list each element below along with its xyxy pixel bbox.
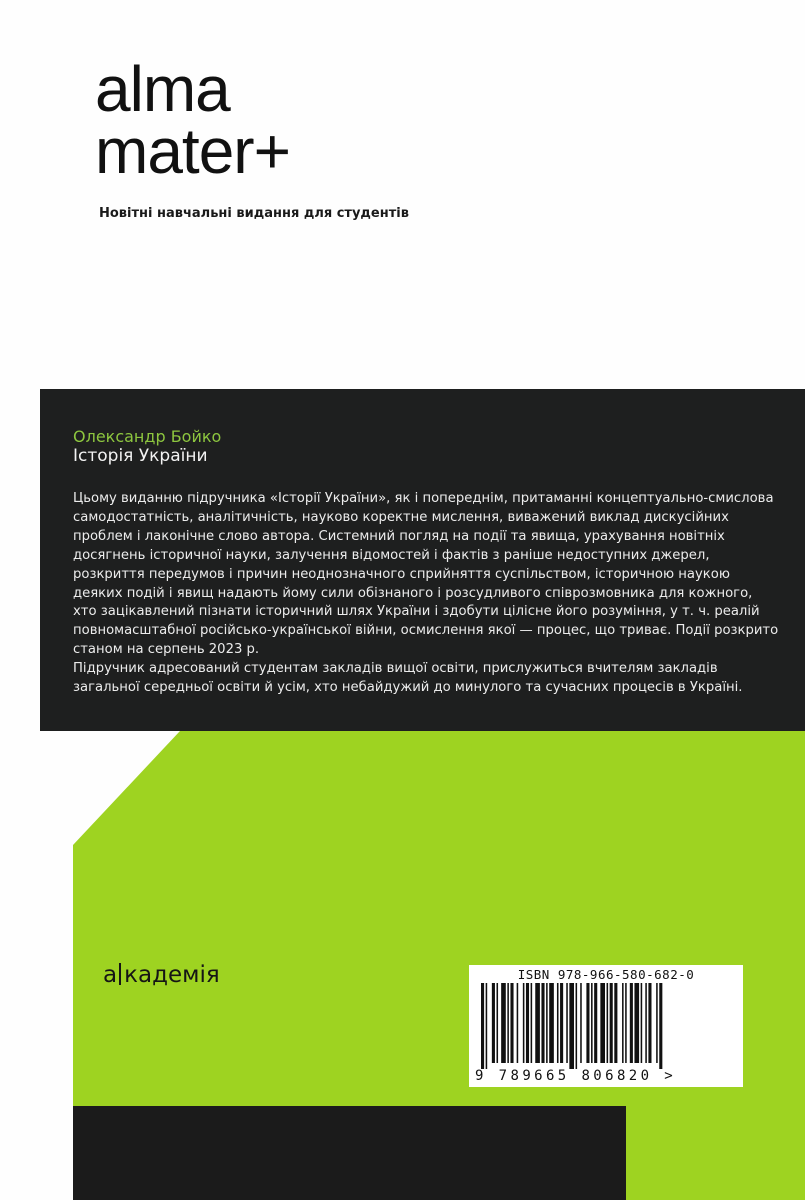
- barcode-bar: [507, 983, 509, 1063]
- barcode-bar: [656, 983, 658, 1063]
- author-name: Олександр Бойко: [73, 427, 222, 446]
- barcode-bar: [586, 983, 589, 1063]
- barcode-bar: [517, 983, 519, 1063]
- book-annotation: [73, 490, 779, 698]
- barcode-bar: [610, 983, 613, 1063]
- barcode-bar: [614, 983, 617, 1063]
- barcode-bar: [591, 983, 593, 1063]
- barcode-bar: [648, 983, 651, 1063]
- barcode-bar: [560, 983, 563, 1063]
- barcode-bar: [580, 983, 582, 1063]
- barcode-bar: [492, 983, 495, 1063]
- series-logo-line1: alma: [95, 53, 230, 125]
- barcode-bar: [541, 983, 544, 1063]
- barcode-bar: [531, 983, 533, 1063]
- publisher-logo-part2: кадемія: [124, 962, 220, 988]
- barcode-bar: [481, 983, 484, 1069]
- isbn-barcode: [469, 965, 743, 1087]
- publisher-logo: [103, 962, 220, 988]
- series-logo-line2: mater+: [95, 115, 290, 187]
- barcode-bar: [630, 983, 633, 1063]
- barcode-bar: [549, 983, 554, 1063]
- barcode-bar: [523, 983, 525, 1063]
- barcode-bar: [501, 983, 506, 1063]
- barcode-bar: [557, 983, 559, 1063]
- ean-digits: 9 789665 806820 >: [475, 1068, 677, 1084]
- barcode-bar: [576, 983, 578, 1069]
- barcode-bar: [546, 983, 548, 1063]
- barcode-bar: [625, 983, 627, 1063]
- barcode-bar: [634, 983, 639, 1063]
- barcode-bars: [481, 983, 731, 1069]
- barcode-bar: [486, 983, 488, 1069]
- barcode-bar: [566, 983, 568, 1063]
- barcode-bar: [510, 983, 513, 1063]
- barcode-bar: [600, 983, 605, 1063]
- publisher-logo-divider: [119, 963, 121, 985]
- barcode-bar: [622, 983, 624, 1063]
- barcode-bar: [594, 983, 597, 1063]
- annotation-paragraph-2: Підручник адресований студентам закладів вищої освіти, прислужиться вчителям закладів загальної середньої освіти й усім, хто небайдужий до минулого та сучасних процесів в Україні.: [73, 661, 743, 696]
- bottom-dark-bar: [73, 1106, 626, 1200]
- isbn-label: ISBN 978-966-580-682-0: [517, 967, 695, 982]
- barcode-bar: [497, 983, 499, 1063]
- annotation-paragraph-1: Цьому виданню підручника «Історії України», як і попереднім, притаманні концептуально-смислова самодостатність, аналітичність, науково коректне мислення, виважений виклад дискусійних проблем і лаконічне слово автора. Системний погляд на події та явища, урахування новітніх досягнень історичної науки, залучення відомостей і фактів з раніше недоступних джерел, розкриття передумов і причин неоднозначного сприйняття суспільством, історичною наукою деяких подій і явищ надають йому сили обізнаного і розсудливого співрозмовника для кожного, хто зацікавлений пізнати історичний шлях України і здобути цілісне його розуміння, у т. ч. реалій повномасштабної російсько-української війни, осмислення якої — процес, що триває. Події розкрито станом на серпень 2023 р.: [73, 491, 779, 658]
- book-title: Історія України: [73, 446, 208, 466]
- barcode-bar: [535, 983, 540, 1063]
- barcode-bar: [569, 983, 574, 1069]
- barcode-bar: [526, 983, 529, 1063]
- barcode-bar: [607, 983, 609, 1063]
- barcode-bar: [645, 983, 647, 1063]
- barcode-bar: [659, 983, 662, 1069]
- series-tagline: Новітні навчальні видання для студентів: [99, 206, 409, 221]
- barcode-bar: [641, 983, 643, 1063]
- publisher-logo-part1: а: [103, 962, 118, 988]
